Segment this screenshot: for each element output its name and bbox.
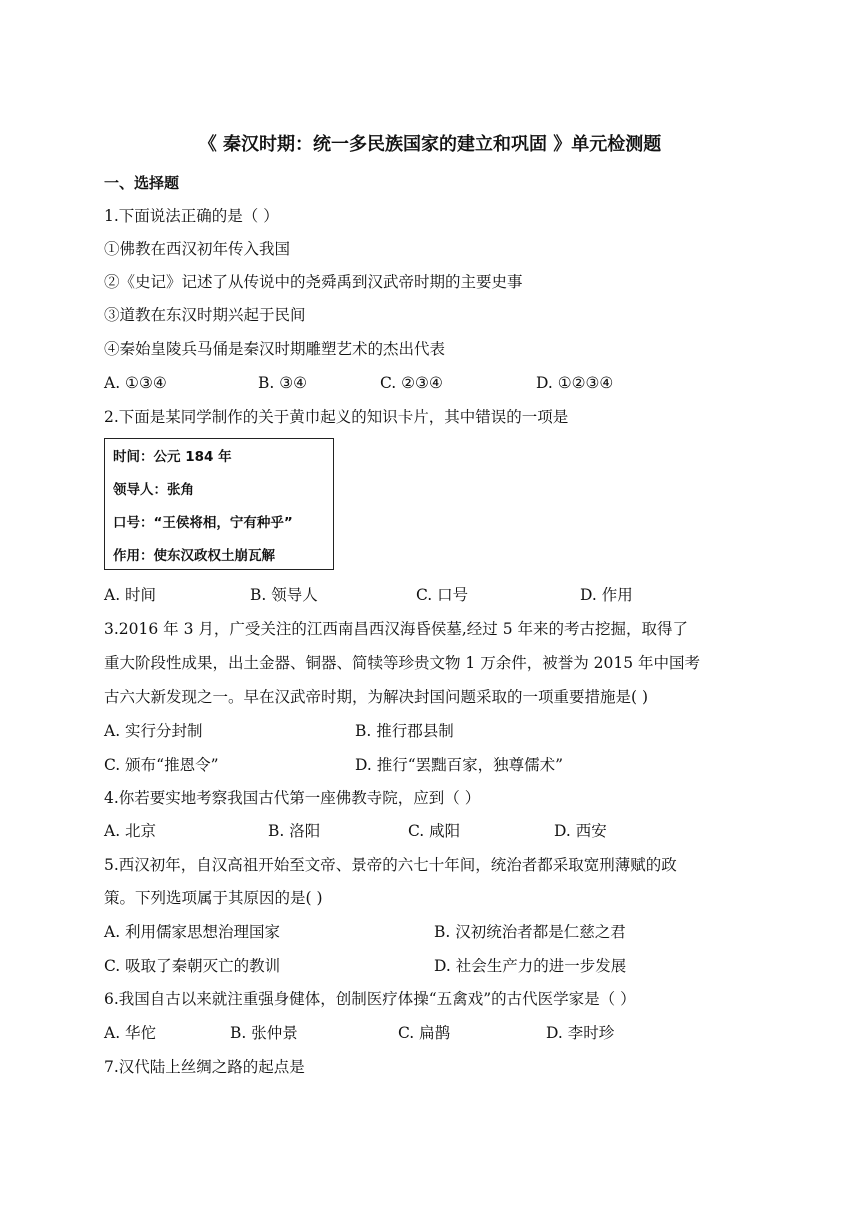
question-6-stem: 6.我国自古以来就注重强身健体，创制医疗体操“五禽戏”的古代医学家是（ ） (104, 990, 636, 1008)
section-heading: 一、选择题 (104, 174, 180, 192)
question-1-statement: ④秦始皇陵兵马俑是秦汉时期雕塑艺术的杰出代表 (104, 340, 446, 358)
question-1-statement: ②《史记》记述了从传说中的尧舜禹到汉武帝时期的主要史事 (104, 273, 523, 291)
option-b: B. 张仲景 (230, 1024, 298, 1042)
option-b: B. 领导人 (250, 586, 318, 604)
question-3-options (104, 720, 764, 742)
option-c: C. 吸取了秦朝灭亡的教训 (104, 957, 281, 975)
option-a: A. 北京 (104, 822, 157, 840)
question-5-stem: 5.西汉初年，自汉高祖开始至文帝、景帝的六七十年间，统治者都采取宽刑薄赋的政 (104, 856, 677, 874)
option-d: D. 西安 (554, 822, 607, 840)
knowledge-card (104, 438, 334, 570)
question-1-statement: ③道教在东汉时期兴起于民间 (104, 306, 306, 324)
question-5-options (104, 921, 764, 943)
option-c: C. 颁布“推恩令” (104, 756, 219, 774)
card-time: 时间：公元 184 年 (113, 449, 232, 465)
option-c: C. 咸阳 (408, 822, 461, 840)
option-a: A. 利用儒家思想治理国家 (104, 923, 281, 941)
option-d: D. 李时珍 (546, 1024, 615, 1042)
question-3-stem: 重大阶段性成果，出土金器、铜器、简犊等珍贵文物 1 万余件，被誉为 2015 年中国考 (104, 654, 701, 672)
card-effect: 作用：使东汉政权土崩瓦解 (113, 548, 275, 564)
question-3-stem: 古六大新发现之一。早在汉武帝时期，为解决封国问题采取的一项重要措施是( ) (104, 688, 649, 706)
question-1-stem: 1.下面说法正确的是（ ） (104, 207, 279, 225)
question-6-options (104, 1022, 764, 1044)
question-3-options (104, 754, 764, 776)
question-4-stem: 4.你若要实地考察我国古代第一座佛教寺院，应到（ ） (104, 789, 481, 807)
question-1-statement: ①佛教在西汉初年传入我国 (104, 240, 291, 258)
document-title: 《 秦汉时期：统一多民族国家的建立和巩固 》单元检测题 (198, 134, 662, 155)
option-b: B. ③④ (258, 374, 308, 392)
option-d: D. 社会生产力的进一步发展 (434, 957, 627, 975)
option-a: A. ①③④ (104, 374, 167, 392)
option-b: B. 汉初统治者都是仁慈之君 (434, 923, 626, 941)
question-2-stem: 2.下面是某同学制作的关于黄巾起义的知识卡片，其中错误的一项是 (104, 408, 569, 426)
option-c: C. ②③④ (380, 374, 443, 392)
question-4-options (104, 820, 764, 842)
option-d: D. 推行“罢黜百家，独尊儒术” (355, 756, 564, 774)
card-slogan: 口号：“王侯将相，宁有种乎” (113, 515, 293, 531)
option-c: C. 口号 (416, 586, 469, 604)
question-5-stem: 策。下列选项属于其原因的是( ) (104, 889, 323, 907)
option-a: A. 实行分封制 (104, 722, 203, 740)
option-b: B. 推行郡县制 (355, 722, 454, 740)
option-b: B. 洛阳 (268, 822, 321, 840)
option-c: C. 扁鹊 (398, 1024, 451, 1042)
question-5-options (104, 955, 764, 977)
option-a: A. 华佗 (104, 1024, 157, 1042)
option-a: A. 时间 (104, 586, 157, 604)
question-7-stem: 7.汉代陆上丝绸之路的起点是 (104, 1058, 305, 1076)
card-leader: 领导人：张角 (113, 482, 194, 498)
option-d: D. ①②③④ (536, 374, 614, 392)
question-3-stem: 3.2016 年 3 月，广受关注的江西南昌西汉海昏侯墓,经过 5 年来的考古挖掘，取得了 (104, 620, 689, 638)
option-d: D. 作用 (580, 586, 633, 604)
question-2-options (104, 584, 764, 606)
question-1-options (104, 372, 764, 394)
